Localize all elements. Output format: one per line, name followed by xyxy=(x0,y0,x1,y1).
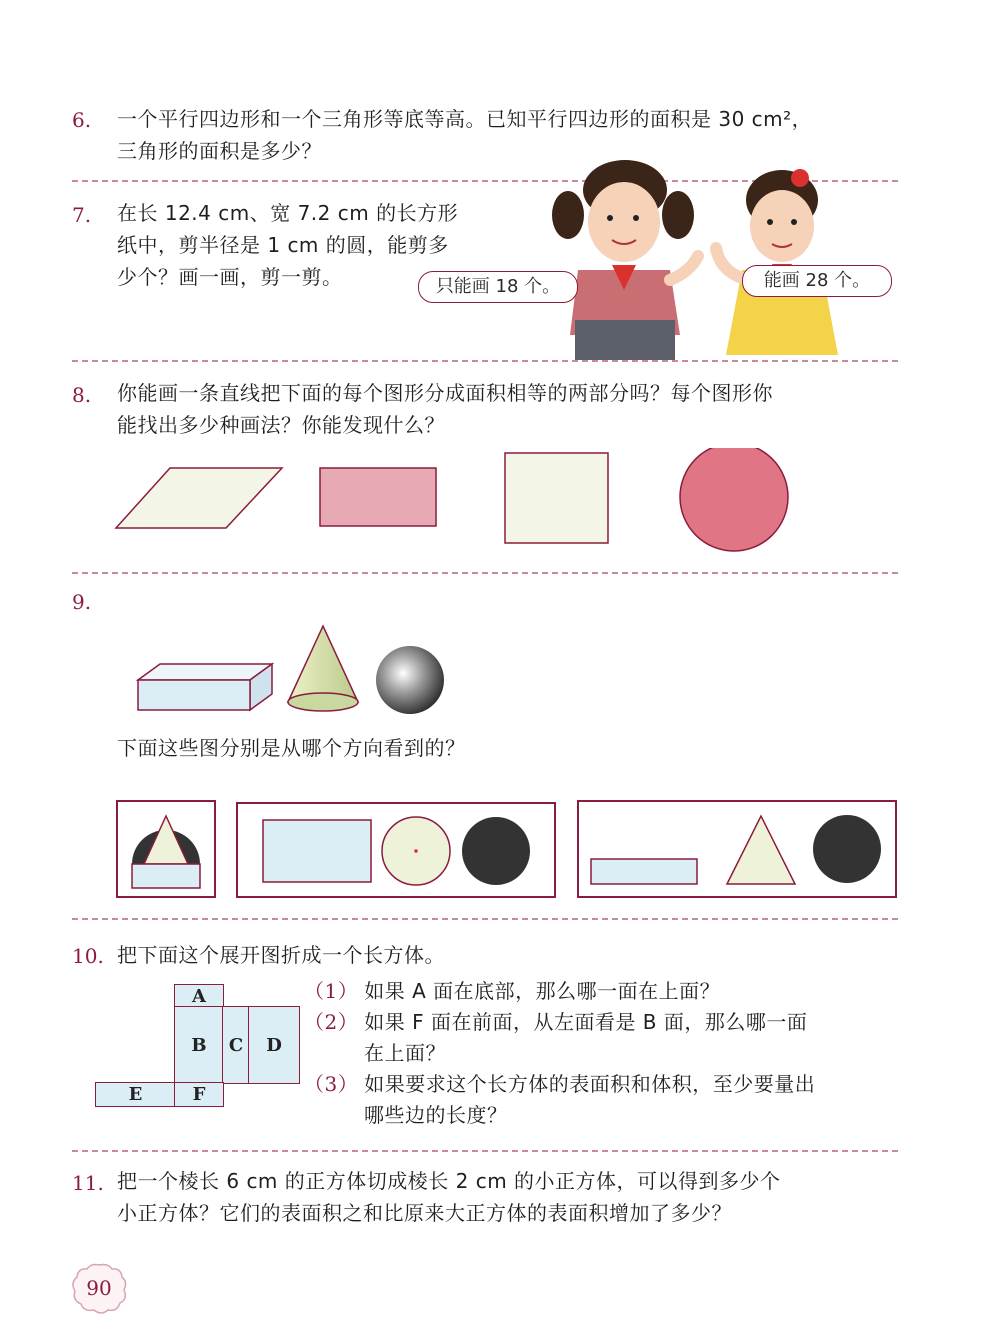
q10-sub1-label: （1） xyxy=(304,979,359,1003)
net-face-e: E xyxy=(95,1082,176,1107)
q10-sub3-line2: 哪些边的长度？ xyxy=(364,1103,508,1127)
girls-illustration xyxy=(520,160,900,360)
q8-shapes xyxy=(110,448,810,558)
q6-number: 6. xyxy=(72,108,92,132)
cuboid-solid xyxy=(138,664,272,710)
net-face-d: D xyxy=(248,1006,300,1084)
separator xyxy=(72,572,898,574)
q10-sub1 xyxy=(304,976,720,1007)
view-box-1 xyxy=(116,800,216,898)
page-number: 90 xyxy=(86,1276,112,1300)
page-number-badge xyxy=(70,1262,128,1314)
separator xyxy=(72,360,898,362)
view-box-3-drawing xyxy=(579,802,895,896)
q8-line1: 你能画一条直线把下面的每个图形分成面积相等的两部分吗？每个图形你 xyxy=(117,381,773,405)
parallelogram-shape xyxy=(116,468,282,528)
q11-line2: 小正方体？它们的表面积之和比原来大正方体的表面积增加了多少？ xyxy=(117,1201,732,1225)
rectangle-shape xyxy=(320,468,436,526)
q9-number: 9. xyxy=(72,590,92,614)
q10-sub2-line2: 在上面？ xyxy=(364,1041,446,1065)
sphere-solid xyxy=(376,646,444,714)
q7-line1: 在长 12.4 cm、宽 7.2 cm 的长方形 xyxy=(117,201,459,225)
q10-sub3-text: 如果要求这个长方体的表面积和体积，至少要量出 xyxy=(364,1072,816,1096)
net-face-a: A xyxy=(174,984,224,1008)
girl-right-figure xyxy=(716,169,838,355)
square-shape xyxy=(505,453,608,543)
speech-bubble-right: 能画 28 个。 xyxy=(742,265,892,297)
net-face-b: B xyxy=(174,1006,224,1084)
speech-bubble-left: 只能画 18 个。 xyxy=(418,271,578,303)
q10-sub2-label: （2） xyxy=(304,1010,359,1034)
q7-line3: 少个？画一画，剪一剪。 xyxy=(117,265,343,289)
view-box-3 xyxy=(577,800,897,898)
separator xyxy=(72,918,898,920)
net-face-c: C xyxy=(222,1006,250,1084)
net-face-f: F xyxy=(174,1082,224,1107)
q9-solids xyxy=(130,618,460,718)
q7-number: 7. xyxy=(72,203,92,227)
view-box-2-drawing xyxy=(238,804,554,896)
q6-line2: 三角形的面积是多少？ xyxy=(117,139,322,163)
q10-sub1-text: 如果 A 面在底部，那么哪一面在上面？ xyxy=(364,979,721,1003)
q8-number: 8. xyxy=(72,383,92,407)
q6-line1: 一个平行四边形和一个三角形等底等高。已知平行四边形的面积是 30 cm²， xyxy=(117,107,813,131)
circle-shape xyxy=(680,448,788,551)
q10-number: 10. xyxy=(72,944,104,968)
q10-sub2-text: 如果 F 面在前面，从左面看是 B 面，那么哪一面 xyxy=(364,1010,808,1034)
girl-left-figure xyxy=(552,160,698,360)
q8-line2: 能找出多少种画法？你能发现什么？ xyxy=(117,413,445,437)
q10-sub2 xyxy=(304,1007,807,1038)
q10-sub3-label: （3） xyxy=(304,1072,359,1096)
q11-number: 11. xyxy=(72,1171,104,1195)
view-box-2 xyxy=(236,802,556,898)
separator xyxy=(72,1150,898,1152)
q9-prompt: 下面这些图分别是从哪个方向看到的？ xyxy=(117,736,466,760)
q10-sub3 xyxy=(304,1069,815,1100)
view-box-1-drawing xyxy=(118,802,214,896)
q10-title: 把下面这个展开图折成一个长方体。 xyxy=(117,943,445,967)
q11-line1: 把一个棱长 6 cm 的正方体切成棱长 2 cm 的小正方体，可以得到多少个 xyxy=(117,1169,781,1193)
q7-line2: 纸中，剪半径是 1 cm 的圆，能剪多 xyxy=(117,233,449,257)
cone-solid xyxy=(288,626,358,711)
